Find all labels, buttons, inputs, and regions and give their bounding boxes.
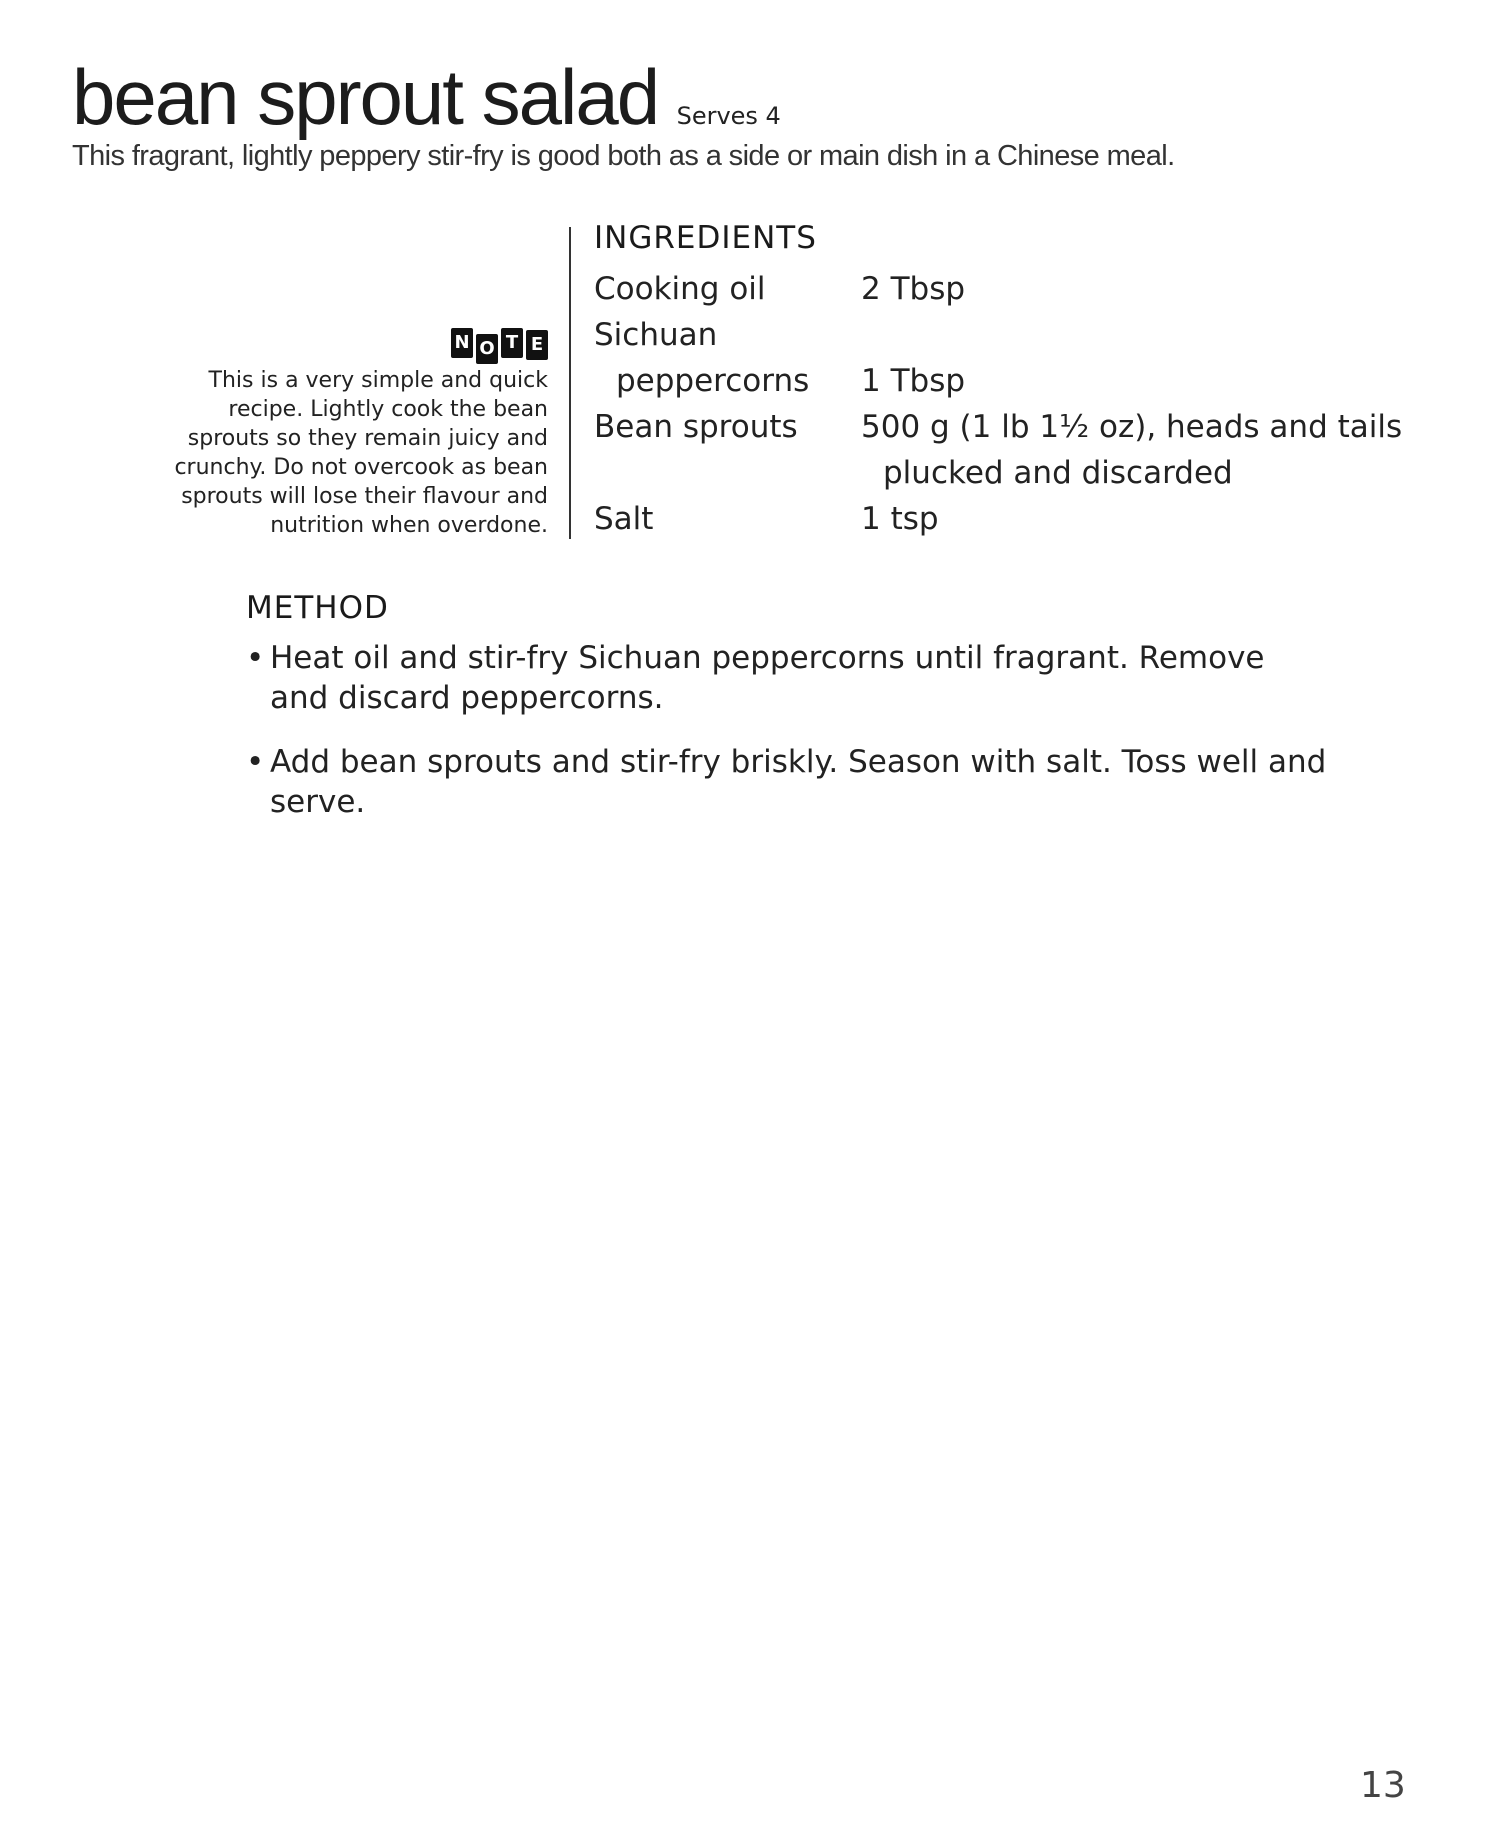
- ingredients-list: [594, 266, 1421, 542]
- ingredient-name: [594, 312, 861, 404]
- note-line: crunchy. Do not overcook as bean: [174, 455, 548, 480]
- method-section: [246, 590, 1330, 846]
- ingredients-section: [594, 220, 1421, 542]
- method-steps: [246, 638, 1330, 822]
- note-box: [120, 328, 548, 540]
- ingredient-name-text: Salt: [594, 501, 654, 537]
- ingredients-heading: INGREDIENTS: [594, 220, 817, 256]
- ingredient-row: [594, 404, 1421, 496]
- note-badge-letter: E: [526, 330, 548, 360]
- ingredient-name: [594, 404, 861, 496]
- note-line: recipe. Lightly cook the bean: [228, 397, 548, 422]
- ingredient-quantity: [861, 496, 1421, 542]
- recipe-intro: This fragrant, lightly peppery stir-fry is good both as a side or main dish in a Chinese meal.: [72, 140, 1175, 172]
- note-line: sprouts will lose their flavour and: [181, 484, 548, 509]
- ingredient-quantity: [861, 404, 1421, 496]
- method-step-text: Add bean sprouts and stir-fry briskly. Season with salt. Toss well and serve.: [270, 744, 1327, 820]
- ingredient-row: [594, 312, 1421, 404]
- ingredient-name: [594, 266, 861, 312]
- ingredient-quantity-text: [861, 312, 1421, 358]
- page-number: 13: [1360, 1765, 1406, 1806]
- ingredient-quantity-text: 1 Tbsp: [861, 363, 966, 399]
- bullet-icon: •: [246, 744, 265, 780]
- method-step: [246, 638, 1330, 718]
- ingredient-quantity-text: 1 tsp: [861, 501, 939, 537]
- method-step: [246, 742, 1330, 822]
- bullet-icon: •: [246, 640, 265, 676]
- column-divider: [569, 227, 571, 539]
- note-line: sprouts so they remain juicy and: [187, 426, 548, 451]
- ingredient-row: [594, 266, 1421, 312]
- note-line: nutrition when overdone.: [270, 513, 548, 538]
- ingredient-name-text: Sichuan: [594, 317, 718, 353]
- ingredient-quantity-continuation: plucked and discarded: [883, 455, 1233, 491]
- serves-label: Serves 4: [676, 102, 781, 130]
- ingredient-name: [594, 496, 861, 542]
- method-heading: METHOD: [246, 590, 389, 626]
- ingredient-quantity-text: 2 Tbsp: [861, 271, 966, 307]
- note-badge-letter: N: [451, 328, 473, 358]
- note-line: This is a very simple and quick: [208, 368, 548, 393]
- ingredient-name-text: Bean sprouts: [594, 409, 798, 445]
- note-badge-letter: O: [476, 334, 498, 364]
- recipe-header: [72, 52, 781, 143]
- ingredient-quantity: [861, 266, 1421, 312]
- ingredient-quantity: [861, 312, 1421, 404]
- ingredient-row: [594, 496, 1421, 542]
- ingredient-name-continuation: peppercorns: [616, 363, 810, 399]
- note-badge: [451, 328, 548, 358]
- note-badge-letter: T: [501, 328, 523, 358]
- note-text: [120, 366, 548, 540]
- method-step-text: Heat oil and stir-fry Sichuan peppercorns until fragrant. Remove and discard peppercorns.: [270, 640, 1265, 716]
- ingredient-name-text: Cooking oil: [594, 271, 766, 307]
- ingredient-quantity-text: 500 g (1 lb 1½ oz), heads and tails: [861, 409, 1403, 445]
- recipe-title: bean sprout salad: [72, 53, 659, 141]
